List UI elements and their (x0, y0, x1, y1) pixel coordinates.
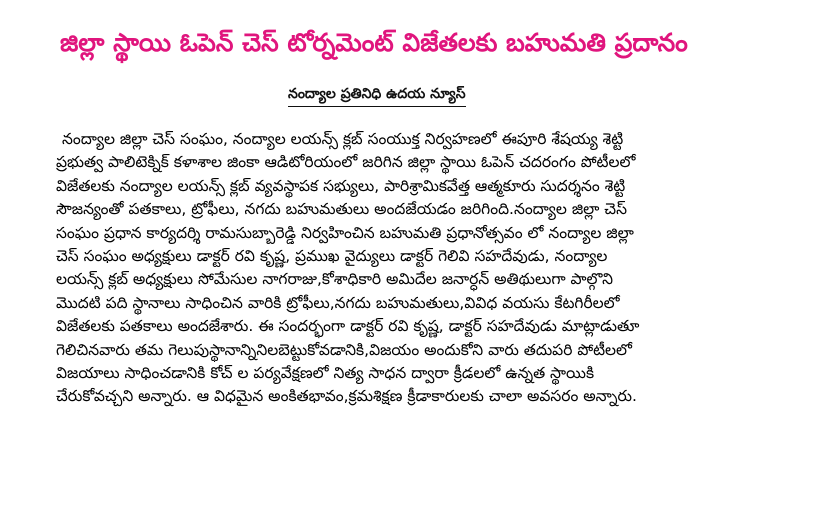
byline: నంద్యాల ప్రతినిధి ఉదయ న్యూస్ (288, 84, 466, 107)
body-line: విజేతలకు పతకాలు అందజేశారు. ఈ సందర్భంగా డాక్టర్ రవి కృష్ణ, డాక్టర్ సహదేవుడు మాట్లాడుతూ (56, 317, 640, 336)
body-line: మొదటి పది స్థానాలు సాధించిన వారికి ట్రోఫీలు,నగదు బహుమతులు,వివిధ వయసు కేటగిరీలలో (56, 293, 620, 312)
body-line: చేరుకోవచ్చని అన్నారు. ఆ విధమైన అంకితభావం,క్రమశిక్షణ క్రీడాకారులకు చాలా అవసరం అన్నారు. (56, 387, 637, 406)
body-line: చెస్ సంఘం అధ్యక్షులు డాక్టర్ రవి కృష్ణ, ప్రముఖ వైద్యులు డాక్టర్ గెలివి సహదేవుడు, నంద్యాల (56, 246, 608, 265)
body-line: విజయాలు సాధించడానికి కోచ్ ల పర్యవేక్షణలో నిత్య సాధన ద్వారా క్రీడలలో ఉన్నత స్థాయికి (56, 363, 595, 382)
body-line: సంఘం ప్రధాన కార్యదర్శి రామసుబ్బారెడ్డి నిర్వహించిన బహుమతి ప్రధానోత్సవం లో నంద్యాల జిల్లా (56, 223, 634, 242)
article-body (56, 128, 736, 428)
body-line: నంద్యాల జిల్లా చెస్ సంఘం, నంద్యాల లయన్స్ క్లబ్ సంయుక్త నిర్వహణలో ఈపూరి శేషయ్య శెట్టి (62, 130, 624, 148)
body-line: సౌజన్యంతో పతకాలు, ట్రోఫీలు, నగదు బహుమతులు అందజేయడం జరిగింది.నంద్యాల జిల్లా చెస్ (56, 200, 627, 219)
body-line: గెలిచినవారు తమ గెలుపుస్థానాన్నినిలబెట్టుకోవడానికి,విజయం అందుకోని వారు తదుపరి పోటీలలో (56, 340, 632, 359)
headline: జిల్లా స్థాయి ఓపెన్ చెస్ టోర్నమెంట్ విజేతలకు బహుమతి ప్రదానం (60, 28, 688, 57)
body-line: ప్రభుత్వ పాలిటెక్నిక్ కళాశాల జింకా ఆడిటోరియంలో జరిగిన జిల్లా స్థాయి ఓపెన్ చదరంగం పోటీలలో (56, 153, 636, 172)
body-line: విజేతలకు నంద్యాల లయన్స్ క్లబ్ వ్యవస్థాపక సభ్యులు, పారిశ్రామికవేత్త ఆత్మకూరు సుదర్శనం శెట్టి (56, 176, 626, 195)
body-line: లయన్స్ క్లబ్ అధ్యక్షులు సోమేసుల నాగరాజు,కోశాధికారి అమిదేల జనార్ధన్ అతిథులుగా పాల్గొని (56, 270, 613, 289)
